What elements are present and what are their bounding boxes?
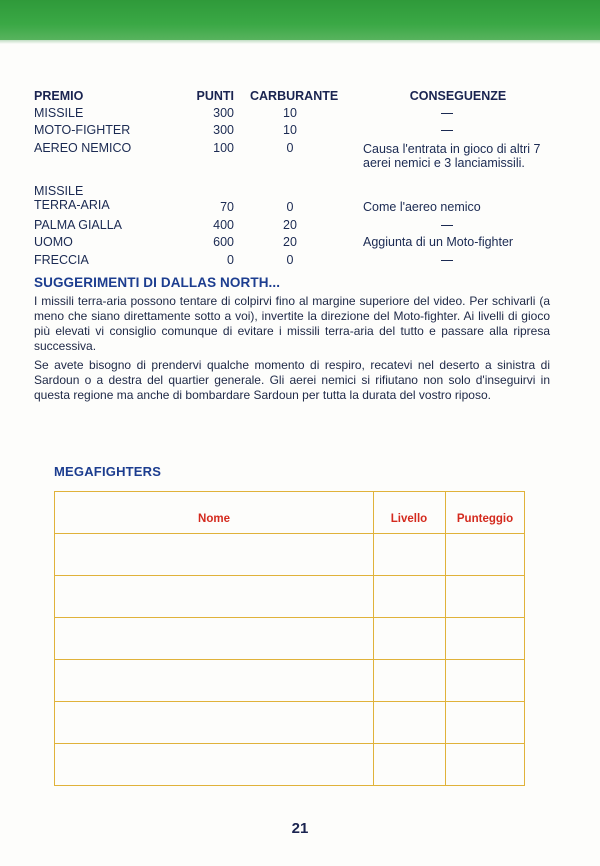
table-row xyxy=(34,106,574,124)
cell-premio: MISSILE TERRA-ARIA xyxy=(34,183,110,212)
table-row xyxy=(34,235,574,253)
top-band-shadow xyxy=(0,40,600,44)
score-table xyxy=(54,491,525,786)
cell-premio: UOMO xyxy=(34,235,73,249)
cell-punti: 300 xyxy=(213,123,234,137)
dash-mark xyxy=(441,225,453,226)
suggestions-body xyxy=(34,294,550,407)
cell-carburante: 20 xyxy=(283,217,297,232)
cell-carburante: 0 xyxy=(286,199,294,214)
top-green-band xyxy=(0,0,600,40)
cell-conseguenze: Aggiunta di un Moto-fighter xyxy=(363,235,514,249)
cell-conseguenze: Come l'aereo nemico xyxy=(363,199,481,214)
cell-punti: 0 xyxy=(227,252,234,267)
cell-carburante: 10 xyxy=(283,105,297,120)
row-divider xyxy=(55,533,524,534)
cell-carburante: 10 xyxy=(283,123,297,137)
table-row xyxy=(34,141,574,186)
cell-premio: FRECCIA xyxy=(34,252,89,267)
row-divider xyxy=(55,575,524,576)
column-divider xyxy=(373,492,374,785)
table-row xyxy=(34,253,574,271)
cell-conseguenze: Causa l'entrata in gioco di altri 7 aerei nemici e 3 lanciamissili. xyxy=(363,141,541,170)
header-carburante: CARBURANTE xyxy=(250,89,339,103)
cell-premio: AEREO NEMICO xyxy=(34,140,132,155)
header-punti: PUNTI xyxy=(196,89,234,103)
cell-carburante: 0 xyxy=(286,140,294,155)
cell-punti: 300 xyxy=(213,105,234,120)
cell-conseguenze xyxy=(363,218,573,232)
cell-carburante: 20 xyxy=(283,235,297,249)
header-livello: Livello xyxy=(390,513,428,525)
cell-punti: 70 xyxy=(220,199,234,214)
row-divider xyxy=(55,701,524,702)
suggestions-title: SUGGERIMENTI DI DALLAS NORTH... xyxy=(34,275,281,290)
header-conseguenze: CONSEGUENZE xyxy=(409,89,507,103)
cell-punti: 600 xyxy=(213,235,234,249)
column-divider xyxy=(445,492,446,785)
cell-punti: 400 xyxy=(213,217,234,232)
suggestion-paragraph: I missili terra-aria possono tentare di colpirvi fino al margine superiore del video. Per schivarli (a meno che siano direttamente sotto a voi), invertite la direzione del Moto-fighter. Ai livelli di gioco più elevati vi consiglio comunque di evitare i missili terra-aria del tutto e passare alla ripresa successiva. xyxy=(34,294,550,353)
cell-carburante: 0 xyxy=(286,252,294,267)
cell-conseguenze xyxy=(363,123,573,137)
page-number: 21 xyxy=(291,820,309,837)
suggestion-paragraph: Se avete bisogno di prendervi qualche momento di respiro, recatevi nel deserto a sinistra di Sardoun o a destra del quartier generale. Gli aerei nemici si rifiutano non solo d'inseguirvi in questa regione ma anche di bombardare Sardoun per tutta la durata del vostro riposo. xyxy=(34,358,550,402)
points-table-header xyxy=(34,86,574,104)
row-divider xyxy=(55,659,524,660)
cell-conseguenze xyxy=(363,106,573,120)
header-nome: Nome xyxy=(198,513,230,525)
header-punteggio: Punteggio xyxy=(456,513,514,525)
megafighters-title: MEGAFIGHTERS xyxy=(54,464,162,479)
cell-premio: MISSILE xyxy=(34,105,84,120)
points-table xyxy=(34,86,574,270)
dash-mark xyxy=(441,260,453,261)
dash-mark xyxy=(441,130,453,131)
table-row xyxy=(34,123,574,141)
row-divider xyxy=(55,743,524,744)
table-row xyxy=(34,183,574,218)
cell-conseguenze xyxy=(363,253,573,267)
row-divider xyxy=(55,617,524,618)
cell-premio: MOTO-FIGHTER xyxy=(34,123,131,137)
dash-mark xyxy=(441,113,453,114)
header-premio: PREMIO xyxy=(34,89,84,103)
cell-premio: PALMA GIALLA xyxy=(34,217,123,232)
cell-punti: 100 xyxy=(213,140,234,155)
table-row xyxy=(34,218,574,236)
